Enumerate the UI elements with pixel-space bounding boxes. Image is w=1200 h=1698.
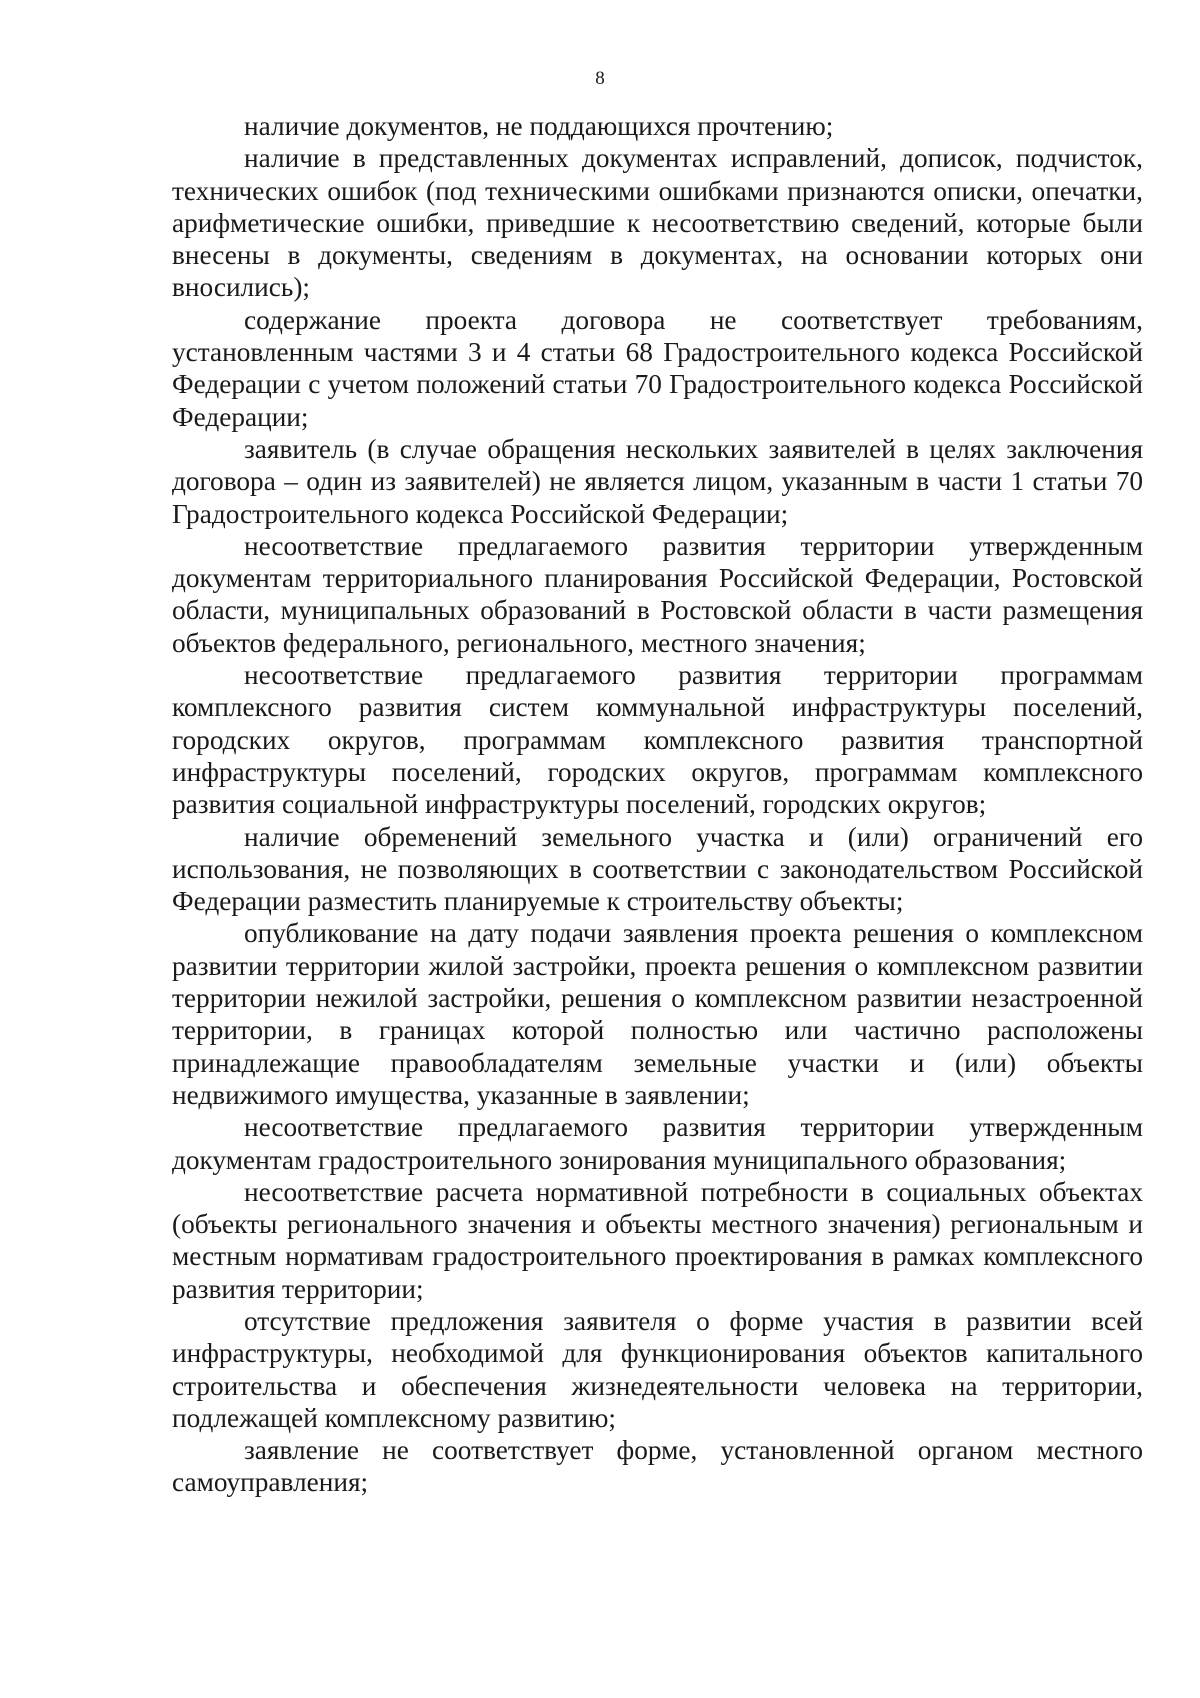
document-body — [172, 110, 1143, 1499]
paragraph: заявитель (в случае обращения нескольких заявителей в целях заключения договора – один из заявителей) не является лицом, указанным в части 1 статьи 70 Градостроительного кодекса Российской Федерации; — [172, 433, 1143, 529]
paragraph: опубликование на дату подачи заявления проекта решения о комплексном развитии территории жилой застройки, проекта решения о комплексном развитии территории нежилой застройки, решения о комплексном развитии незастроенной территории, в границах которой полностью или частично расположены принадлежащие правообладателям земельные участки и (или) объекты недвижимого имущества, указанные в заявлении; — [172, 918, 1143, 1110]
paragraph: наличие в представленных документах исправлений, дописок, подчисток, технических ошибок (под техническими ошибками признаются описки, опечатки, арифметические ошибки, приведшие к несоответствию сведений, которые были внесены в документы, сведениям в документах, на основании которых они вносились); — [172, 143, 1143, 303]
paragraph: несоответствие расчета нормативной потребности в социальных объектах (объекты регионального значения и объекты местного значения) региональным и местным нормативам градостроительного проектирования в рамках комплексного развития территории; — [172, 1176, 1143, 1304]
paragraph: заявление не соответствует форме, установленной органом местного самоуправления; — [172, 1435, 1143, 1498]
paragraph: наличие документов, не поддающихся прочтению; — [244, 111, 834, 141]
paragraph: несоответствие предлагаемого развития территории программам комплексного развития систем коммунальной инфраструктуры поселений, городских округов, программам комплексного развития транспортной инфраструктуры поселений, городских округов, программам комплексного развития социальной инфраструктуры поселений, городских округов; — [172, 660, 1143, 820]
paragraph: наличие обременений земельного участка и (или) ограничений его использования, не позволяющих в соответствии с законодательством Российской Федерации разместить планируемые к строительству объекты; — [172, 821, 1143, 917]
paragraph: содержание проекта договора не соответствует требованиям, установленным частями 3 и 4 статьи 68 Градостроительного кодекса Российской Федерации с учетом положений статьи 70 Градостроительного кодекса Российской Федерации; — [172, 304, 1143, 432]
paragraph: несоответствие предлагаемого развития территории утвержденным документам территориального планирования Российской Федерации, Ростовской области, муниципальных образований в Ростовской области в части размещения объектов федерального, регионального, местного значения; — [172, 530, 1143, 658]
page-number: 8 — [595, 68, 605, 89]
paragraph: несоответствие предлагаемого развития территории утвержденным документам градостроительного зонирования муниципального образования; — [172, 1112, 1143, 1175]
paragraph: отсутствие предложения заявителя о форме участия в развитии всей инфраструктуры, необходимой для функционирования объектов капитального строительства и обеспечения жизнедеятельности человека на территории, подлежащей комплексному развитию; — [172, 1305, 1143, 1433]
